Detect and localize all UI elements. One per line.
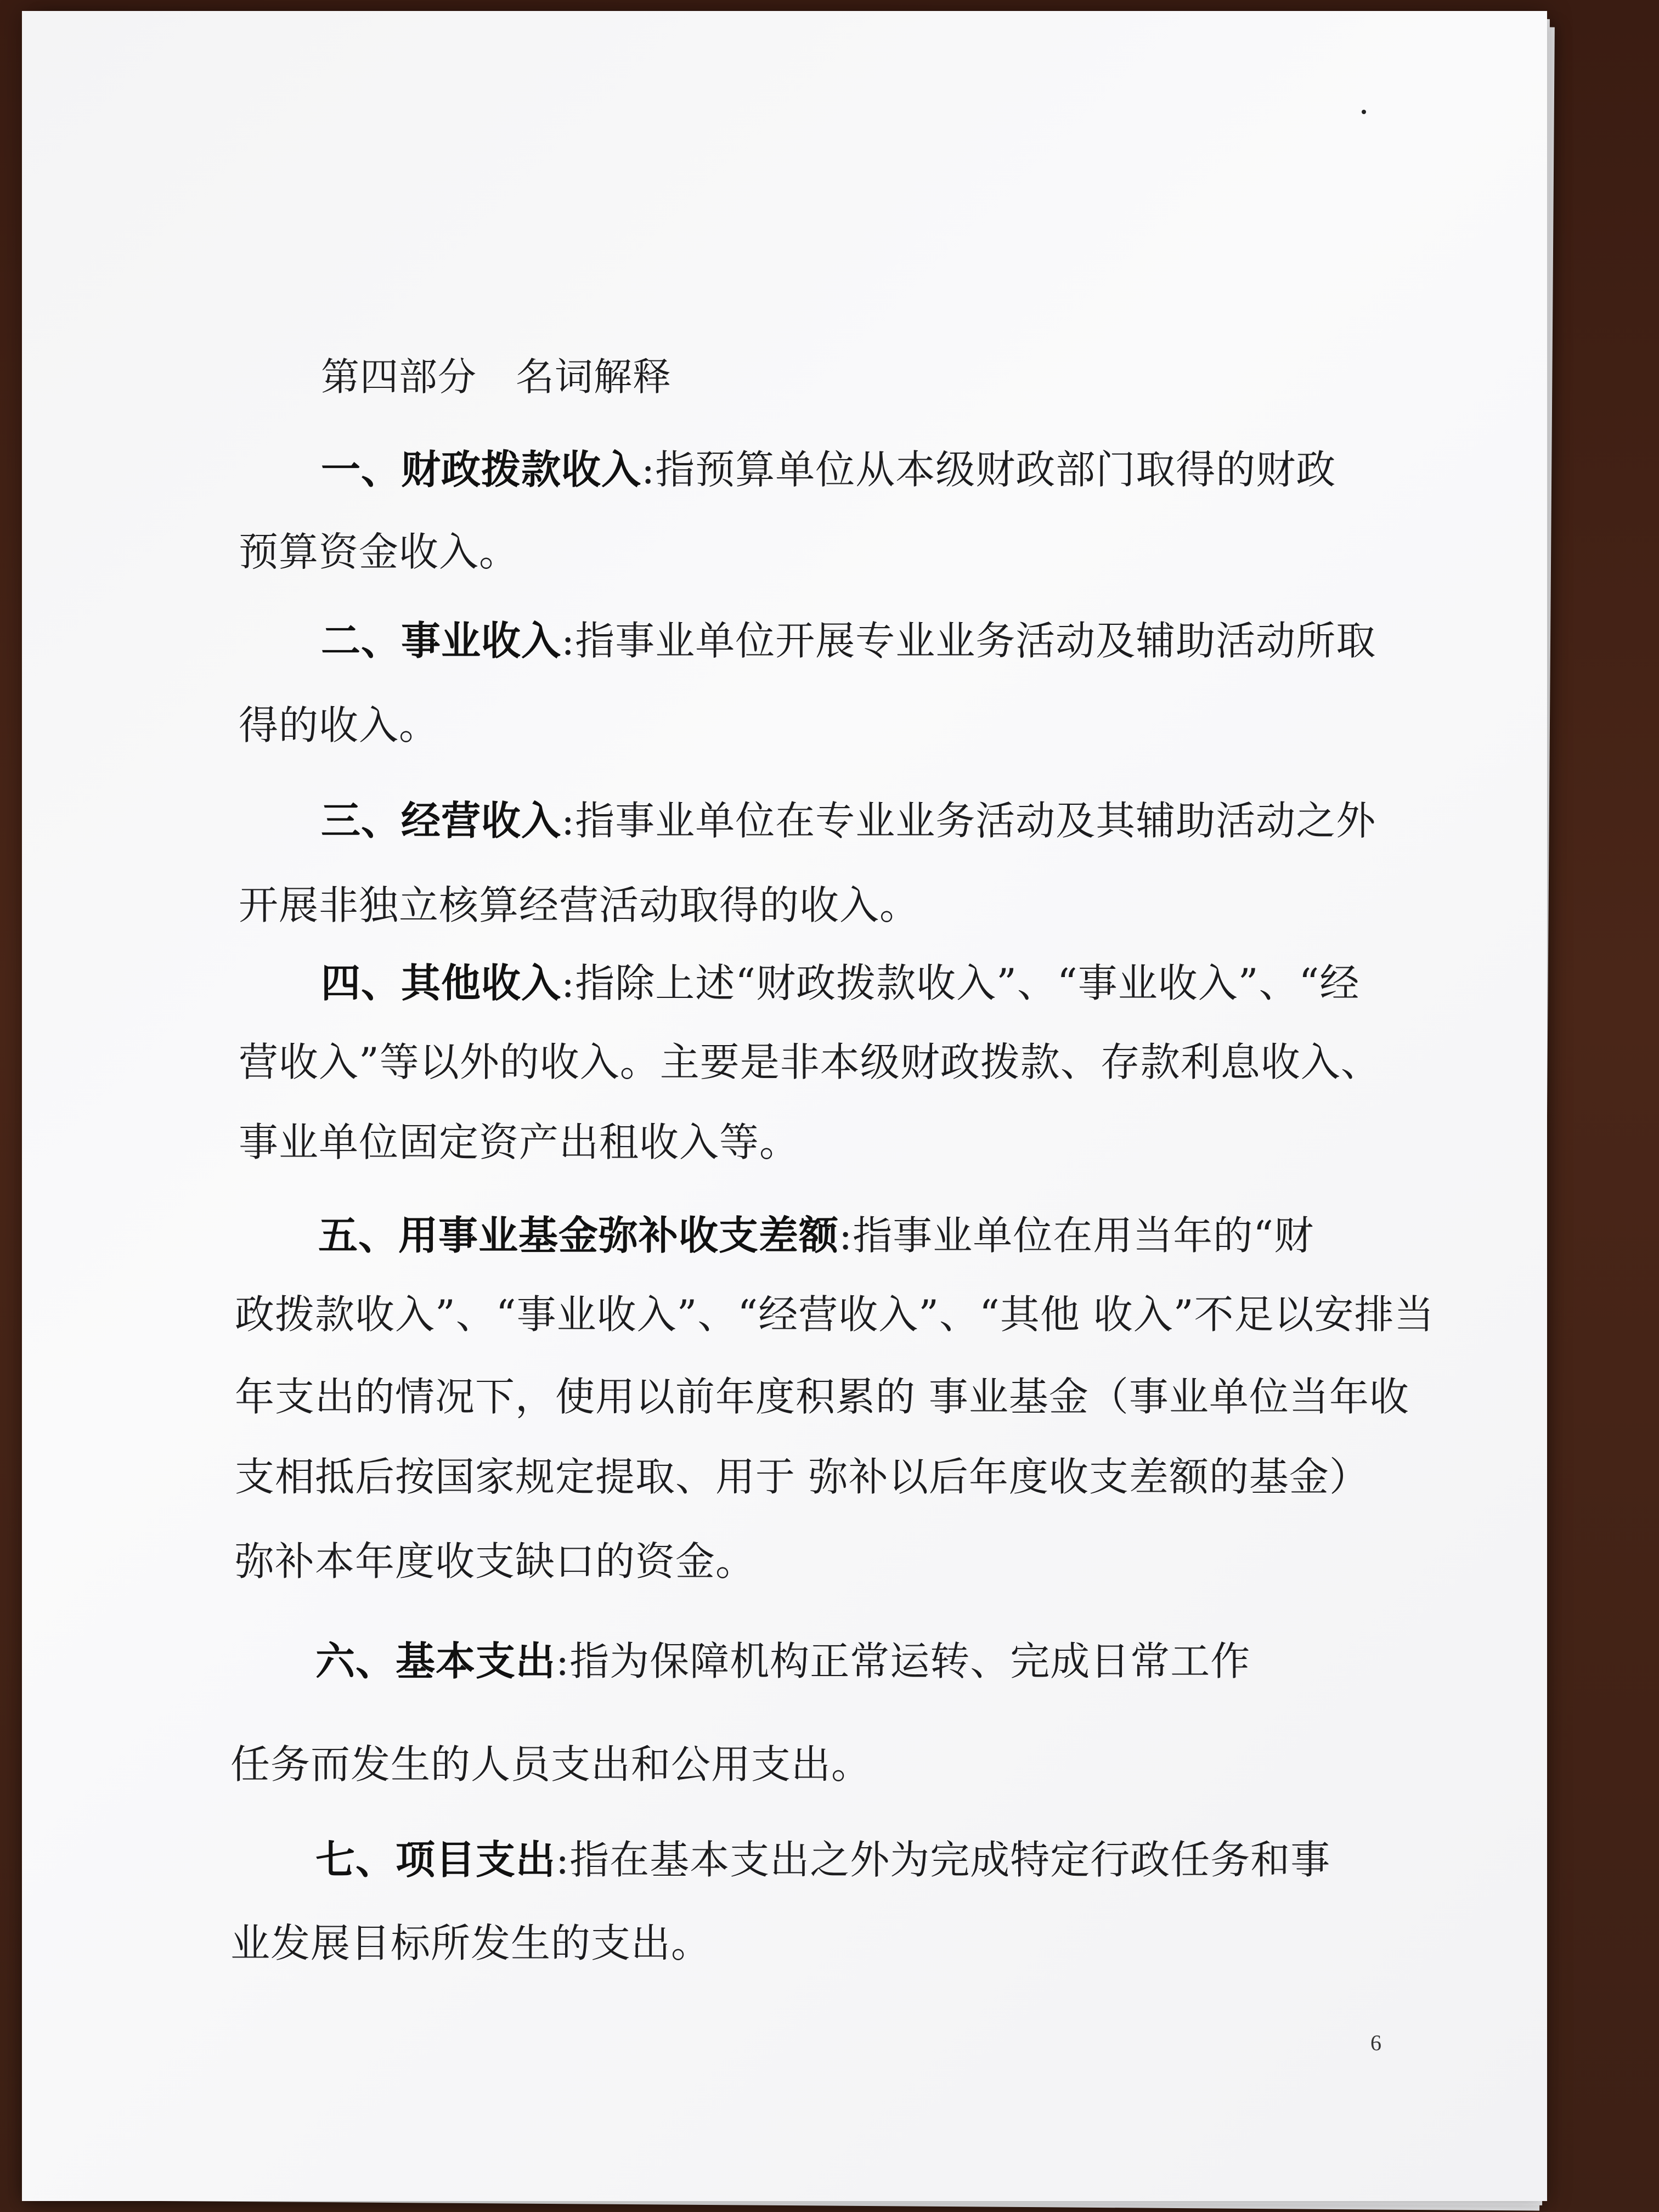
page-content [22, 11, 1547, 2201]
definition-3-text-1: :指事业单位在专业业务活动及其辅助活动之外 [561, 798, 1376, 844]
section-title [321, 354, 672, 399]
definition-1-term: 一、财政拨款收入 [321, 447, 642, 493]
definition-6-line-2 [230, 1741, 872, 1787]
definition-2-line-2 [239, 702, 439, 748]
definition-1-text-2: 预算资金收入。 [239, 529, 520, 575]
definition-6-text-2: 任务而发生的人员支出和公用支出。 [230, 1741, 872, 1787]
definition-3-line-1 [321, 798, 1376, 844]
definition-2-text-1: :指事业单位开展专业业务活动及辅助活动所取 [561, 618, 1376, 664]
paper-speck [1362, 110, 1366, 114]
definition-4-line-2 [239, 1039, 1381, 1085]
definition-4-term: 四、其他收入 [321, 960, 562, 1006]
definition-7-line-2 [230, 1920, 712, 1966]
document-page [22, 11, 1547, 2201]
definition-5-text-5: 弥补本年度收支缺口的资金。 [235, 1538, 756, 1584]
definition-5-text-2: 政拨款收入”、“事业收入”、“经营收入”、“其他 收入”不足以安排当 [235, 1291, 1435, 1338]
definition-3-text-2: 开展非独立核算经营活动取得的收入。 [239, 882, 920, 928]
definition-5-text-1: :指事业单位在用当年的“财 [839, 1212, 1314, 1259]
definition-5-text-3: 年支出的情况下，使用以前年度积累的 事业基金（事业单位当年收 [235, 1374, 1409, 1420]
definition-1-text-1: :指预算单位从本级财政部门取得的财政 [641, 447, 1336, 493]
definition-2-term: 二、事业收入 [321, 618, 562, 664]
definition-5-line-5 [235, 1538, 756, 1584]
page-number: 6 [1370, 2030, 1381, 2055]
definition-6-line-1 [315, 1638, 1251, 1684]
definition-7-line-1 [315, 1837, 1331, 1883]
definition-1-line-1 [321, 447, 1336, 493]
definition-4-text-3: 事业单位固定资产出租收入等。 [239, 1119, 800, 1165]
definition-5-term: 五、用事业基金弥补收支差额 [318, 1212, 839, 1259]
definition-5-line-4 [235, 1454, 1369, 1500]
definition-6-term: 六、基本支出 [315, 1638, 556, 1684]
definition-7-text-2: 业发展目标所发生的支出。 [230, 1920, 712, 1966]
definition-7-term: 七、项目支出 [315, 1837, 556, 1883]
definition-4-line-3 [239, 1119, 800, 1165]
definition-5-line-2 [235, 1291, 1435, 1338]
definition-4-line-1 [321, 960, 1360, 1006]
definition-7-text-1: :指在基本支出之外为完成特定行政任务和事 [556, 1837, 1331, 1883]
definition-2-text-2: 得的收入。 [239, 702, 439, 748]
definition-6-text-1: :指为保障机构正常运转、完成日常工作 [556, 1638, 1251, 1684]
definition-3-term: 三、经营收入 [321, 798, 562, 844]
definition-5-text-4: 支相抵后按国家规定提取、用于 弥补以后年度收支差额的基金） [235, 1454, 1369, 1500]
section-title-text: 第四部分 名词解释 [321, 354, 672, 399]
definition-5-line-1 [318, 1212, 1314, 1259]
definition-1-line-2 [239, 529, 520, 575]
definition-2-line-1 [321, 618, 1376, 664]
definition-5-line-3 [235, 1374, 1409, 1420]
definition-4-text-1: :指除上述“财政拨款收入”、“事业收入”、“经 [561, 960, 1360, 1006]
definition-3-line-2 [239, 882, 920, 928]
definition-4-text-2: 营收入”等以外的收入。主要是非本级财政拨款、存款利息收入、 [239, 1039, 1381, 1085]
